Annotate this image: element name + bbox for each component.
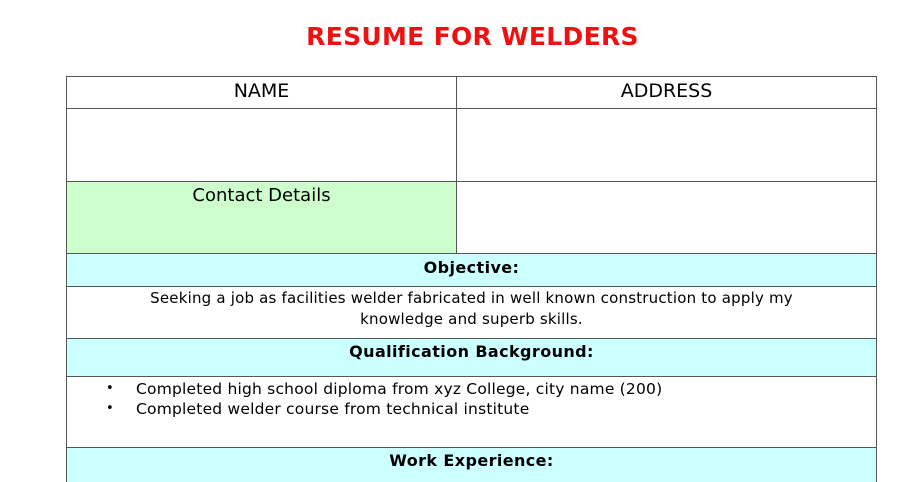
qualification-item: [67, 399, 876, 419]
qualification-item: [67, 379, 876, 399]
address-cell: [456, 108, 877, 182]
document-title: RESUME FOR WELDERS: [306, 22, 639, 51]
name-header: NAME: [66, 76, 457, 109]
qualification-heading: Qualification Background:: [66, 338, 877, 377]
qualification-item-text: Completed welder course from technical institute: [136, 400, 530, 418]
contact-details-label: Contact Details: [66, 181, 457, 254]
contact-details-cell: [456, 181, 877, 254]
address-header: ADDRESS: [456, 76, 877, 109]
objective-text: Seeking a job as facilities welder fabricated in well known construction to apply my knowledge and superb skills.: [66, 286, 877, 339]
name-cell: [66, 108, 457, 182]
work-experience-heading: Work Experience:: [66, 447, 877, 482]
bullet: •: [106, 381, 114, 396]
objective-heading: Objective:: [66, 253, 877, 287]
bullet: •: [106, 401, 114, 416]
qualification-item-text: Completed high school diploma from xyz College, city name (200): [136, 380, 663, 398]
qualification-list: [66, 376, 877, 448]
